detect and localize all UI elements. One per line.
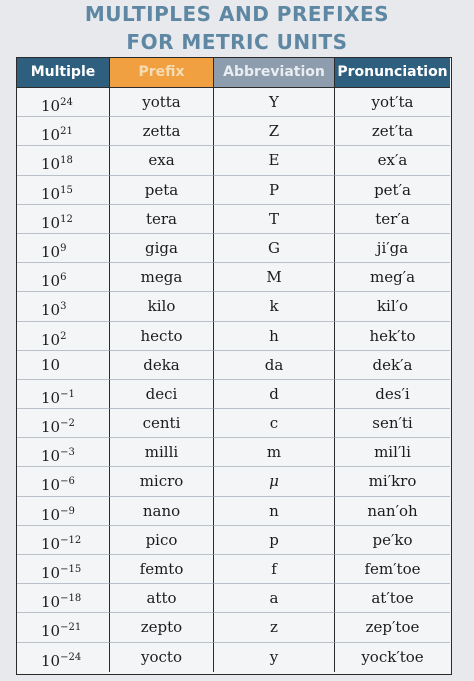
pronunciation-cell: mil′li	[335, 438, 450, 467]
prefix-cell: deci	[110, 380, 214, 409]
multiple-cell	[17, 322, 110, 351]
multiple-base: 10	[41, 126, 61, 145]
prefix-cell: centi	[110, 409, 214, 438]
prefix-cell: yotta	[110, 88, 214, 117]
header-multiple: Multiple	[17, 58, 110, 88]
table-row	[17, 380, 451, 409]
abbreviation-cell: y	[214, 643, 335, 672]
header-prefix: Prefix	[110, 58, 214, 88]
table-row	[17, 643, 451, 672]
table-row	[17, 234, 451, 263]
pronunciation-cell: pet′a	[335, 176, 450, 205]
table-row	[17, 88, 451, 117]
multiple-exponent: 12	[60, 213, 73, 225]
multiple-exponent: 3	[60, 301, 67, 313]
table-header-row	[17, 58, 451, 88]
pronunciation-cell: mi′kro	[335, 467, 450, 496]
pronunciation-cell: kil′o	[335, 292, 450, 321]
table-row	[17, 497, 451, 526]
multiple-exponent: −15	[60, 564, 82, 575]
multiple-cell	[17, 497, 110, 526]
table-row	[17, 438, 451, 467]
multiple-base: 10	[41, 97, 61, 115]
table-row	[17, 292, 451, 321]
prefix-cell: kilo	[110, 292, 214, 321]
table-row	[17, 351, 451, 380]
table-row	[17, 322, 451, 351]
prefix-cell: yocto	[110, 643, 214, 672]
table-body	[17, 88, 451, 672]
multiple-base: 10	[41, 155, 61, 174]
table-row	[17, 117, 451, 146]
multiple-base: 10	[41, 242, 61, 261]
pronunciation-cell: zet′ta	[335, 117, 450, 146]
abbreviation-cell: G	[214, 234, 335, 263]
multiple-cell	[17, 584, 110, 613]
multiple-base: 10	[41, 355, 61, 374]
multiple-exponent: −6	[60, 476, 75, 488]
title-line-1: MULTIPLES AND PREFIXES	[84, 2, 390, 26]
multiple-base: 10	[41, 476, 61, 495]
pronunciation-cell: ji′ga	[335, 234, 450, 263]
metric-prefix-table	[16, 57, 452, 675]
pronunciation-cell: ex′a	[335, 146, 450, 175]
multiple-exponent: −12	[60, 534, 82, 546]
prefix-cell: giga	[110, 234, 214, 263]
table-row	[17, 205, 451, 234]
prefix-cell: femto	[110, 555, 214, 584]
prefix-cell: zetta	[110, 117, 214, 146]
table-row	[17, 613, 451, 642]
multiple-cell	[17, 467, 110, 496]
abbreviation-cell: m	[214, 438, 335, 467]
multiple-cell	[17, 526, 110, 555]
prefix-cell: exa	[110, 146, 214, 175]
prefix-cell: pico	[110, 526, 214, 555]
pronunciation-cell: sen′ti	[335, 409, 450, 438]
multiple-cell	[17, 555, 110, 584]
pronunciation-cell: meg′a	[335, 263, 450, 292]
prefix-cell: micro	[110, 467, 214, 496]
pronunciation-cell: at′toe	[335, 584, 450, 613]
pronunciation-cell: zep′toe	[335, 613, 450, 642]
multiple-exponent: 2	[60, 330, 67, 342]
multiple-base: 10	[41, 534, 61, 553]
abbreviation-cell: c	[214, 409, 335, 438]
abbreviation-cell: a	[214, 584, 335, 613]
prefix-cell: tera	[110, 205, 214, 234]
table-row	[17, 409, 451, 438]
multiple-base: 10	[41, 447, 61, 466]
multiple-base: 10	[41, 564, 61, 582]
multiple-cell	[17, 146, 110, 175]
abbreviation-cell: h	[214, 322, 335, 351]
multiple-exponent: −3	[60, 447, 75, 459]
abbreviation-cell: n	[214, 497, 335, 526]
multiple-cell	[17, 409, 110, 438]
multiple-cell	[17, 263, 110, 292]
multiple-exponent: −18	[60, 593, 82, 605]
multiple-cell	[17, 351, 110, 380]
multiple-base: 10	[41, 593, 61, 612]
multiple-exponent: −1	[60, 388, 75, 400]
multiple-cell	[17, 205, 110, 234]
abbreviation-cell: Z	[214, 117, 335, 146]
prefix-cell: zepto	[110, 613, 214, 642]
multiple-base: 10	[41, 505, 61, 524]
multiple-cell	[17, 176, 110, 205]
abbreviation-cell: f	[214, 555, 335, 584]
abbreviation-cell: M	[214, 263, 335, 292]
abbreviation-cell: k	[214, 292, 335, 321]
prefix-cell: peta	[110, 176, 214, 205]
abbreviation-cell: da	[214, 351, 335, 380]
multiple-cell	[17, 88, 110, 117]
abbreviation-cell: z	[214, 613, 335, 642]
multiple-exponent: −2	[60, 418, 75, 430]
abbreviation-cell: Y	[214, 88, 335, 117]
multiple-cell	[17, 380, 110, 409]
multiple-base: 10	[41, 213, 61, 232]
prefix-cell: hecto	[110, 322, 214, 351]
table-row	[17, 526, 451, 555]
table-row	[17, 584, 451, 613]
abbreviation-cell: E	[214, 146, 335, 175]
multiple-exponent: −24	[60, 651, 82, 663]
abbreviation-cell: T	[214, 205, 335, 234]
header-pronunciation: Pronunciation	[335, 58, 450, 88]
multiple-exponent: −9	[60, 505, 75, 517]
prefix-cell: atto	[110, 584, 214, 613]
prefix-cell: deka	[110, 351, 214, 380]
multiple-base: 10	[41, 330, 61, 349]
multiple-base: 10	[41, 272, 61, 291]
abbreviation-cell: P	[214, 176, 335, 205]
multiple-base: 10	[41, 301, 61, 320]
multiple-exponent: 15	[60, 184, 73, 196]
multiple-exponent: 18	[60, 155, 73, 167]
table-row	[17, 467, 451, 496]
multiple-exponent: 24	[60, 97, 73, 108]
abbreviation-cell: p	[214, 526, 335, 555]
table-row	[17, 176, 451, 205]
pronunciation-cell: dek′a	[335, 351, 450, 380]
pronunciation-cell: ter′a	[335, 205, 450, 234]
multiple-cell	[17, 643, 110, 672]
table-row	[17, 146, 451, 175]
pronunciation-cell: yot′ta	[335, 88, 450, 117]
multiple-base: 10	[41, 388, 61, 407]
title-line-2: FOR METRIC UNITS	[126, 30, 348, 54]
multiple-base: 10	[41, 651, 61, 670]
pronunciation-cell: yock′toe	[361, 647, 424, 666]
multiple-exponent: 21	[60, 126, 73, 138]
multiple-cell	[17, 234, 110, 263]
pronunciation-cell: pe′ko	[335, 526, 450, 555]
multiple-base: 10	[41, 418, 61, 437]
multiple-exponent: 9	[60, 242, 67, 254]
abbreviation-cell: μ	[214, 467, 335, 496]
table-row	[17, 555, 451, 584]
multiple-cell	[17, 613, 110, 642]
multiple-cell	[17, 438, 110, 467]
header-abbreviation: Abbreviation	[214, 58, 335, 88]
multiple-cell	[17, 292, 110, 321]
pronunciation-cell: nan′oh	[335, 497, 450, 526]
pronunciation-cell: hek′to	[335, 322, 450, 351]
prefix-cell: milli	[110, 438, 214, 467]
multiple-cell	[17, 117, 110, 146]
table-row	[17, 263, 451, 292]
multiple-exponent: 6	[60, 272, 67, 284]
pronunciation-cell: fem′toe	[335, 555, 450, 584]
multiple-exponent: −21	[60, 622, 82, 634]
multiple-base: 10	[41, 622, 61, 641]
prefix-cell: mega	[110, 263, 214, 292]
prefix-cell: nano	[110, 497, 214, 526]
abbreviation-cell: d	[214, 380, 335, 409]
multiple-base: 10	[41, 184, 61, 203]
pronunciation-cell: des′i	[335, 380, 450, 409]
